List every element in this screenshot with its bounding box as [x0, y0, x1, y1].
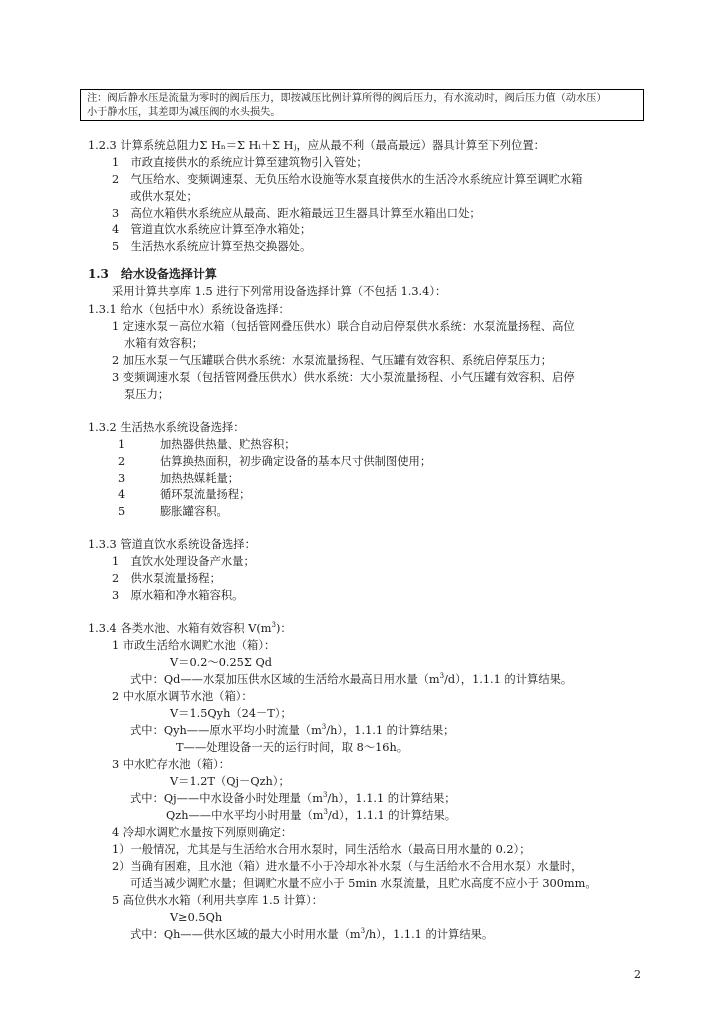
list-item: 2 供水泵流量扬程；	[112, 572, 221, 585]
formula-definition: 式中：Qd——水泵加压供水区域的生活给水最高日用水量$(m^3/d)$，1.1.1 的计算结果。	[130, 672, 573, 686]
list-item-continuation: 可适当减少调贮水量；但调贮水量不应小于 5min 水泵流量，且贮水高度不应小于 300mm。	[130, 877, 597, 890]
section-1-3-intro: 采用计算共享库 1.5 进行下列常用设备选择计算（不包括 1.3.4）：	[112, 285, 447, 298]
page-number: 2	[634, 968, 641, 981]
list-item: 加热热媒耗量；	[160, 472, 240, 485]
list-item-number: 2	[118, 455, 126, 468]
formula-definition: 式中：Qj——中水设备小时处理量$(m^3/h)$，1.1.1 的计算结果；	[130, 791, 456, 805]
formula-definition: T——处理设备一天的运行时间，取 8～16h。	[176, 741, 409, 754]
list-item: 膨胀罐容积。	[160, 505, 228, 518]
section-1-3-3-heading: 1.3.3 管道直饮水系统设备选择：	[88, 538, 256, 551]
section-1-3-2-heading: 1.3.2 生活热水系统设备选择：	[88, 421, 245, 434]
list-item: 1 直饮水处理设备产水量；	[112, 555, 255, 568]
list-item: 估算换热面积，初步确定设备的基本尺寸供制图使用；	[160, 455, 432, 468]
list-item: 5 生活热水系统应计算至热交换器处。	[112, 240, 312, 253]
note-line-2: 小于静水压，其差即为减压阀的水头损失。	[87, 107, 281, 118]
formula-definition: 式中：Qyh——原水平均小时流量$(m^3/h)$，1.1.1 的计算结果；	[130, 723, 455, 737]
list-item: 1 定速水泵－高位水箱（包括管网叠压供水）联合自动启停泵供水系统：水泵流量扬程、高位	[112, 320, 575, 333]
section-1-3-4-heading: 1.3.4 各类水池、水箱有效容积 $V(m^3)$：	[88, 621, 292, 635]
list-item: 1 市政直接供水的系统应计算至建筑物引入管处；	[112, 156, 368, 169]
list-item-continuation: 泵压力；	[124, 388, 170, 401]
list-item-number: 4	[118, 488, 126, 501]
note-line-1: 注：阀后静水压是流量为零时的阀后压力，即按减压比例计算所得的阀后压力，有水流动时，阀后压力值（动水压）	[87, 93, 607, 104]
list-item: 3 原水箱和净水箱容积。	[112, 589, 244, 602]
formula: V＝1.2T（Qj－Qzh）；	[170, 775, 290, 788]
item-2-title: 2 中水原水调节水池（箱）：	[112, 690, 253, 703]
formula: V＝1.5Qyh（24－T）；	[170, 707, 292, 720]
list-item: 循环泵流量扬程；	[160, 488, 251, 501]
list-item-continuation: 水箱有效容积；	[124, 337, 204, 350]
item-1-title: 1 市政生活给水调贮水池（箱）：	[112, 639, 276, 652]
formula: V＝0.2～0.25Σ Qd	[170, 656, 272, 669]
item-3-title: 3 中水贮存水池（箱）：	[112, 758, 231, 771]
note-box	[80, 89, 644, 121]
item-4-title: 4 冷却水调贮水量按下列原则确定：	[112, 826, 293, 839]
list-item: 3 变频调速水泵（包括管网叠压供水）供水系统：大小泵流量扬程、小气压罐有效容积、启停	[112, 371, 575, 384]
list-item-number: 1	[118, 438, 126, 451]
section-1-3-1-heading: 1.3.1 给水（包括中水）系统设备选择：	[88, 303, 290, 316]
item-5-title: 5 高位供水水箱（利用共享库 1.5 计算）：	[112, 894, 324, 907]
section-1-3-heading: 1.3 给水设备选择计算	[88, 267, 217, 281]
list-item-number: 3	[118, 472, 126, 485]
list-item: 2 气压给水、变频调速泵、无负压给水设施等水泵直接供水的生活冷水系统应计算至调贮水箱	[112, 173, 583, 186]
list-item: 1）一般情况，尤其是与生活给水合用水泵时，同生活给水（最高日用水量的 0.2）；	[112, 843, 531, 856]
list-item: 加热器供热量、贮热容积；	[160, 438, 296, 451]
list-item: 2）当确有困难，且水池（箱）进水量不小于冷却水补水泵（与生活给水不合用水泵）水量时，	[112, 860, 583, 873]
list-item-number: 5	[118, 505, 126, 518]
section-1-2-3-heading: 1.2.3 计算系统总阻力Σ Hₙ＝Σ Hᵢ＋Σ Hⱼ，应从最不利（最高最远）器具计算至下列位置：	[88, 139, 545, 152]
list-item: 2 加压水泵－气压罐联合供水系统：水泵流量扬程、气压罐有效容积、系统启停泵压力；	[112, 354, 553, 367]
list-item: 4 管道直饮水系统应计算至净水箱处；	[112, 223, 312, 236]
formula-definition: Qzh——中水平均小时用量$(m^3/d)$，1.1.1 的计算结果。	[166, 808, 457, 822]
list-item-continuation: 或供水泵处；	[130, 190, 198, 203]
formula: V≥0.5Qh	[170, 911, 223, 924]
list-item: 3 高位水箱供水系统应从最高、距水箱最远卫生器具计算至水箱出口处；	[112, 207, 481, 220]
formula-definition: 式中：Qh——供水区域的最大小时用水量$(m^3/h)$，1.1.1 的计算结果。	[130, 927, 494, 941]
